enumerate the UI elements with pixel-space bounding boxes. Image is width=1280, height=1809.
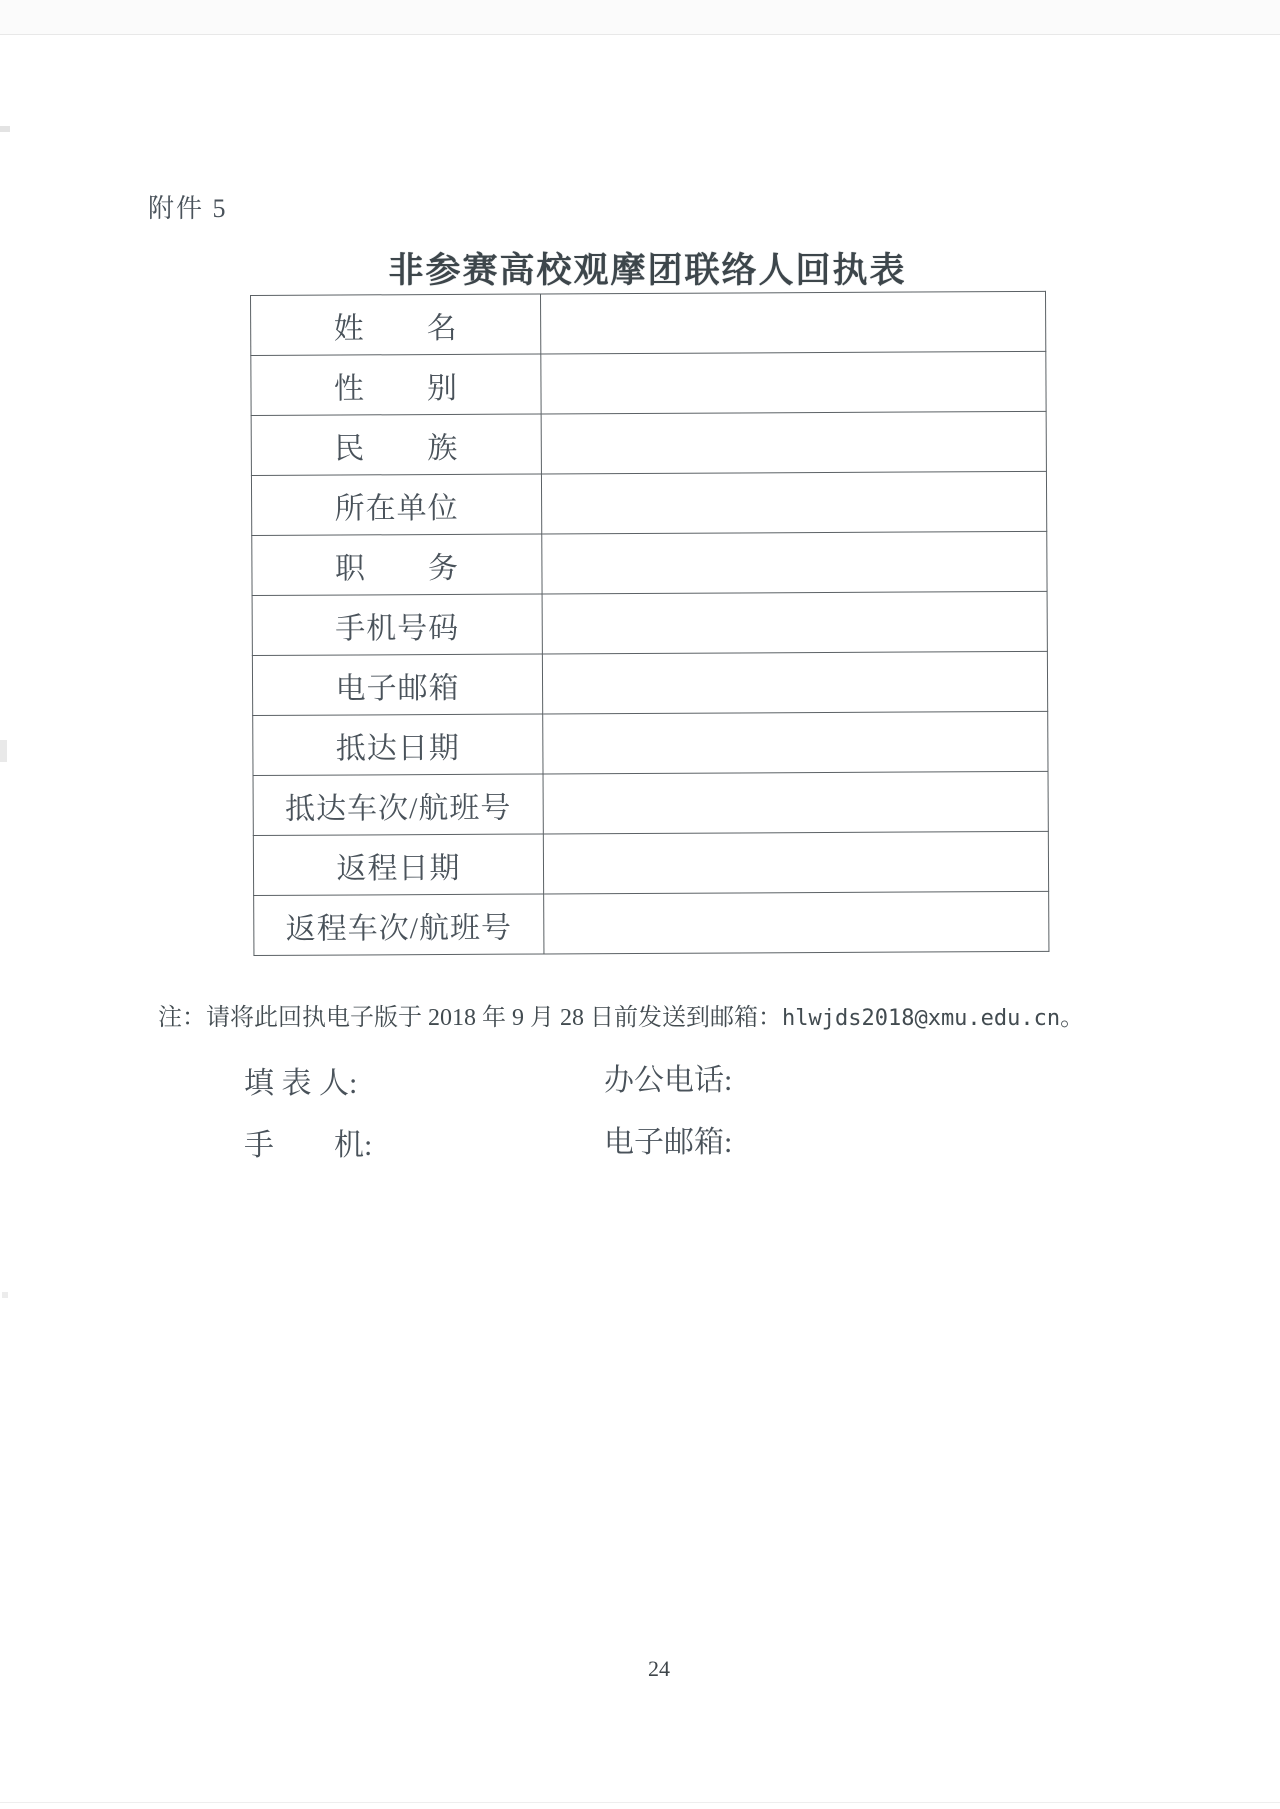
row-label: 民 族 [251,414,541,476]
note-suffix: 。 [1060,1005,1085,1031]
row-value-cell [542,531,1047,594]
row-label: 性 别 [251,354,541,416]
row-label: 抵达车次/航班号 [253,774,543,836]
scan-artifact [2,1292,8,1298]
row-label: 手机号码 [252,594,542,656]
mobile-label: 手 机: [244,1129,373,1162]
row-value-cell [541,411,1046,474]
scan-artifact [0,126,10,132]
table-row [251,411,1046,475]
row-label: 抵达日期 [253,714,543,776]
form-table-wrapper [250,291,1049,956]
row-label: 返程日期 [253,834,543,896]
table-row [253,831,1048,895]
row-label: 姓 名 [251,294,541,356]
note-prefix: 注：请将此回执电子版于 2018 年 9 月 28 日前发送到邮箱： [158,1005,782,1031]
row-value-cell [541,471,1046,534]
note-text [158,997,1118,1032]
scan-artifact [0,740,7,762]
row-value-cell [540,291,1045,354]
row-value-cell [542,591,1047,654]
email-label: 电子邮箱: [604,1126,733,1159]
attachment-label: 附件 5 [148,194,228,223]
row-label: 返程车次/航班号 [254,894,544,956]
filler-name-label: 填 表 人: [244,1067,358,1100]
row-label: 所在单位 [251,474,541,536]
row-value-cell [542,651,1047,714]
note-email: hlwjds2018@xmu.edu.cn [782,1006,1061,1031]
row-value-cell [544,891,1049,954]
office-phone-label: 办公电话: [604,1064,733,1097]
row-label: 电子邮箱 [252,654,542,716]
row-value-cell [543,831,1048,894]
table-row [254,891,1049,955]
row-value-cell [543,711,1048,774]
table-row [251,471,1046,535]
scan-artifact-bottom-edge [0,1802,1280,1803]
row-value-cell [541,351,1046,414]
row-value-cell [543,771,1048,834]
table-row [253,771,1048,835]
form-table-body [251,291,1049,955]
form-table [250,291,1049,956]
scan-artifact-top-edge [0,0,1280,35]
table-row [251,291,1046,355]
table-row [251,351,1046,415]
page-title: 非参赛高校观摩团联络人回执表 [388,251,907,290]
table-row [252,531,1047,595]
page-number: 24 [648,1656,670,1681]
table-row [253,711,1048,775]
row-label: 职 务 [252,534,542,596]
table-row [252,591,1047,655]
table-row [252,651,1047,715]
